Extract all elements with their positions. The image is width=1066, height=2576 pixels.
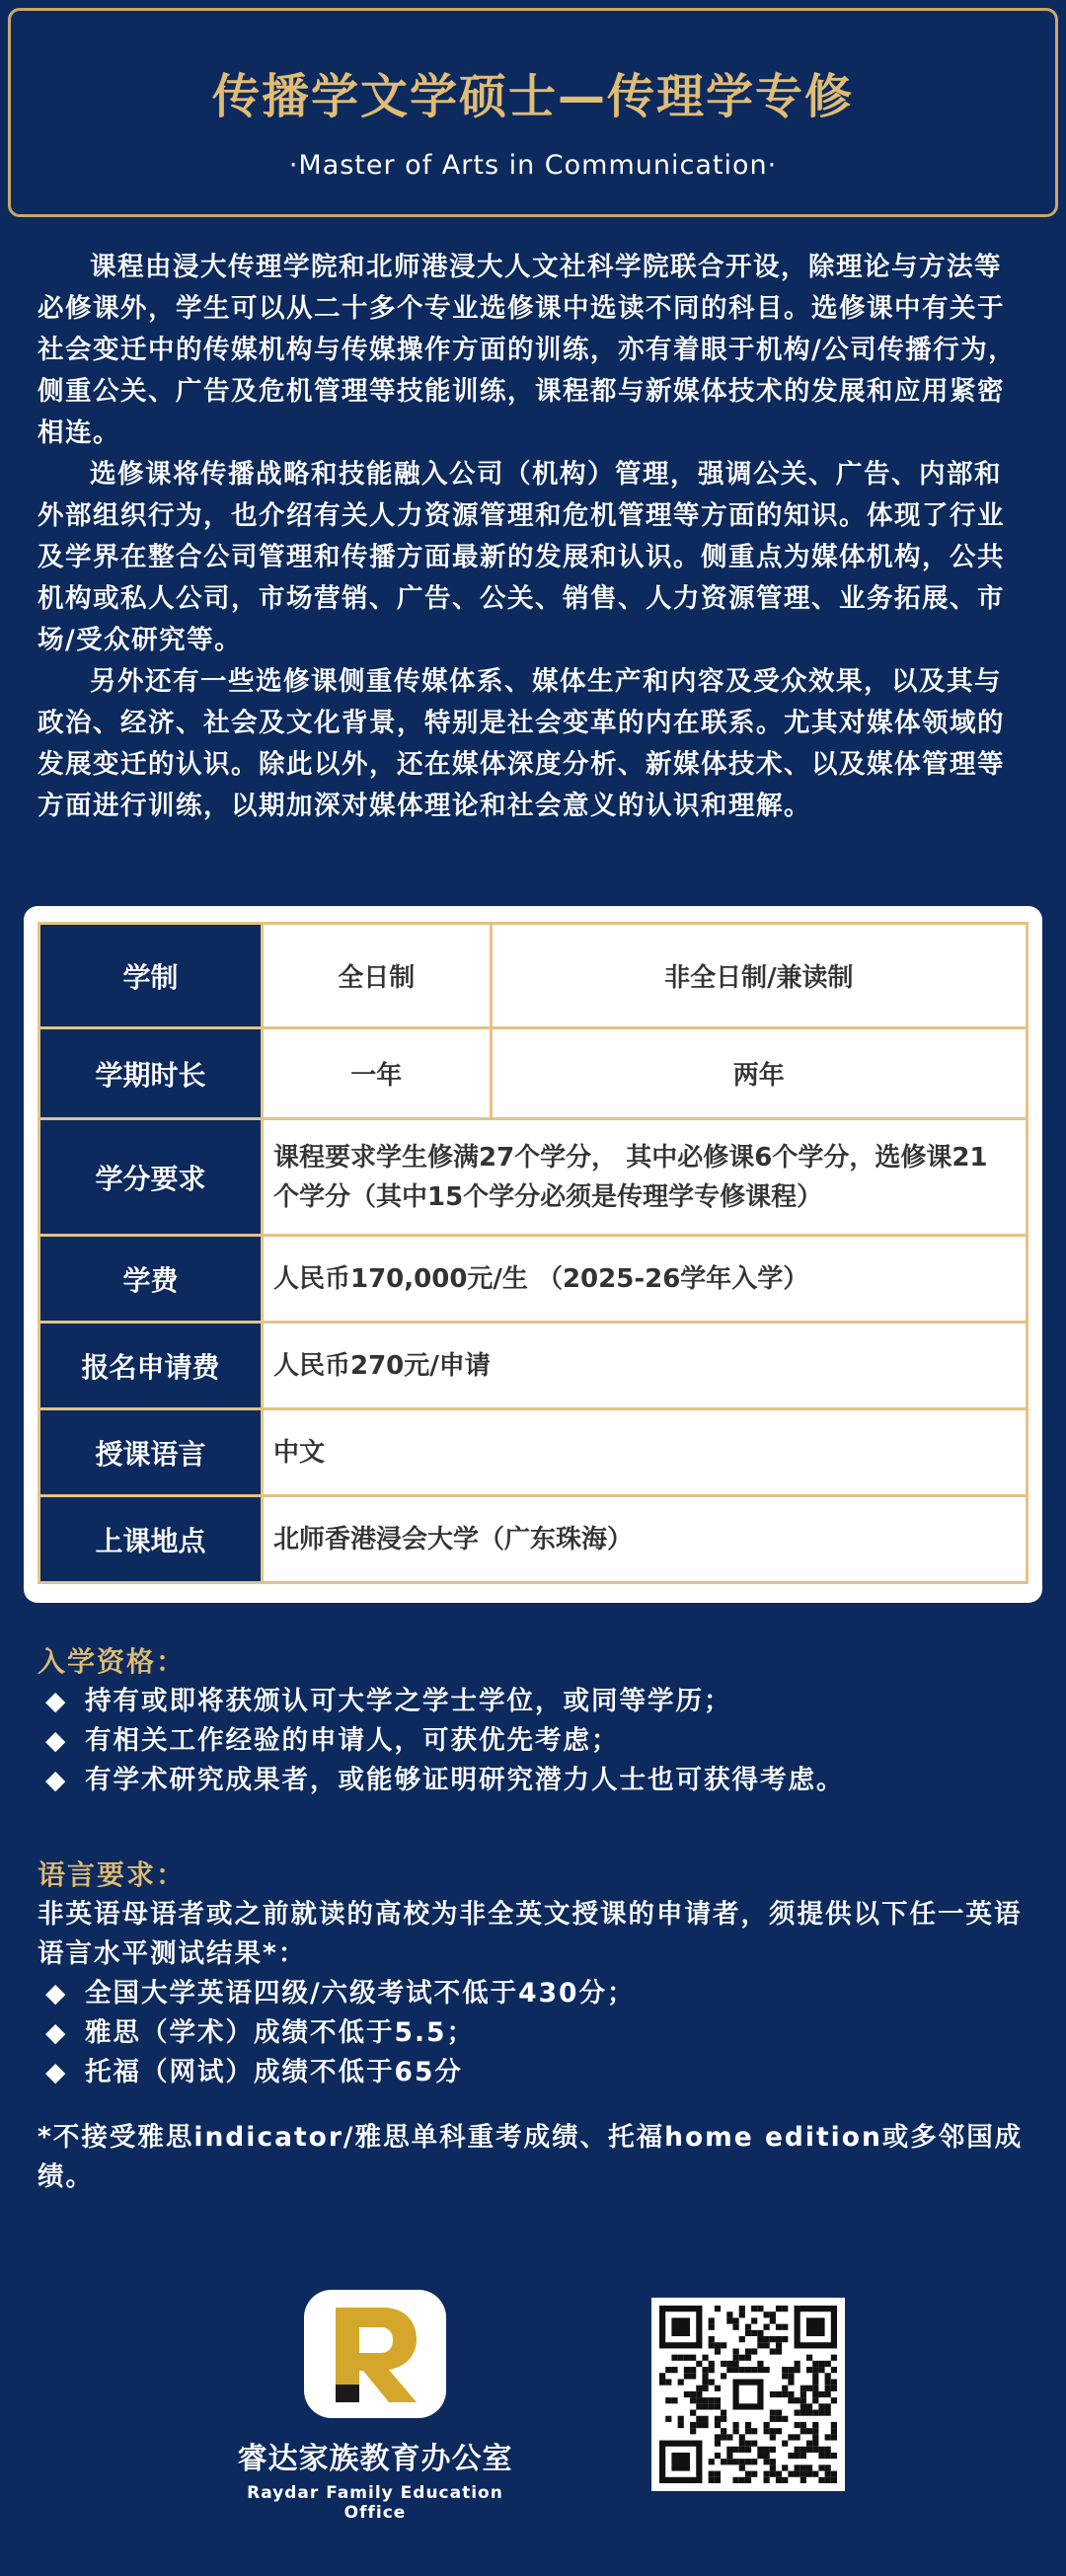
table-row: [39, 1323, 1028, 1409]
table-row: [39, 1409, 1028, 1496]
row-value: 课程要求学生修满27个学分， 其中必修课6个学分，选修课21个学分（其中15个学分必须是传理学专修课程）: [263, 1119, 1028, 1236]
intro-paragraph-1: 课程由浸大传理学院和北师港浸大人文社科学院联合开设，除理论与方法等必修课外，学生可以从二十多个专业选修课中选读不同的科目。选修课中有关于社会变迁中的传媒机构与传媒操作方面的训练，亦有着眼于机构/公司传播行为，侧重公关、广告及危机管理等技能训练，课程都与新媒体技术的发展和应用紧密相连。: [38, 252, 1017, 448]
list-item: ◆ 有相关工作经验的申请人，可获优先考虑；: [38, 1721, 1034, 1761]
list-item: ◆ 雅思（学术）成绩不低于5.5；: [38, 2013, 1034, 2053]
diamond-bullet-icon: ◆: [45, 1765, 68, 1795]
language-title: 语言要求：: [38, 1858, 187, 1891]
row-label: 报名申请费: [39, 1323, 263, 1409]
table-row: [39, 1236, 1028, 1323]
brand-logo: [217, 2290, 533, 2523]
row-label: 学分要求: [39, 1119, 263, 1236]
row-value: 人民币170,000元/生 （2025-26学年入学）: [263, 1236, 1028, 1323]
row-value: 非全日制/兼读制: [491, 924, 1027, 1028]
table-row: [39, 1028, 1028, 1119]
page-subtitle: ·Master of Arts in Communication·: [288, 150, 778, 181]
row-label: 授课语言: [39, 1409, 263, 1496]
language-note: *不接受雅思indicator/雅思单科重考成绩、托福home edition或多邻国成绩。: [38, 2122, 1024, 2192]
diamond-bullet-icon: ◆: [45, 2017, 68, 2048]
diamond-bullet-icon: ◆: [45, 1686, 68, 1716]
list-item: ◆ 持有或即将获颁认可大学之学士学位，或同等学历；: [38, 1682, 1034, 1721]
table-row: [39, 1496, 1028, 1583]
page-title: 传播学文学硕士—传理学专修: [211, 69, 854, 124]
row-value: 中文: [263, 1409, 1028, 1496]
diamond-bullet-icon: ◆: [45, 2057, 68, 2087]
row-value: 两年: [491, 1028, 1027, 1119]
row-value: 一年: [263, 1028, 492, 1119]
row-value: 人民币270元/申请: [263, 1323, 1028, 1409]
row-label: 学制: [39, 924, 263, 1028]
admission-section: [38, 1642, 1034, 1800]
intro-paragraph-2: 选修课将传播战略和技能融入公司（机构）管理，强调公关、广告、内部和外部组织行为，也介绍有关人力资源管理和危机管理等方面的知识。体现了行业及学界在整合公司管理和传播方面最新的发展和认识。侧重点为媒体机构，公共机构或私人公司，市场营销、广告、公关、销售、人力资源管理、业务拓展、市场/受众研究等。: [38, 459, 1005, 655]
row-value: 全日制: [263, 924, 492, 1028]
diamond-bullet-icon: ◆: [45, 1978, 68, 2008]
row-label: 学期时长: [39, 1028, 263, 1119]
table-row: [39, 924, 1028, 1028]
language-intro: 非英语母语者或之前就读的高校为非全英文授课的申请者，须提供以下任一英语语言水平测试结果*：: [38, 1899, 1023, 1969]
list-item: ◆ 托福（网试）成绩不低于65分: [38, 2053, 1034, 2092]
header-box: [8, 8, 1058, 217]
diamond-bullet-icon: ◆: [45, 1725, 68, 1756]
row-label: 学费: [39, 1236, 263, 1323]
admission-title: 入学资格：: [38, 1645, 187, 1678]
logo-english-name: Raydar Family Education Office: [247, 2483, 503, 2523]
language-section: [38, 1856, 1034, 2197]
r-logo-icon: [304, 2290, 446, 2418]
row-label: 上课地点: [39, 1496, 263, 1583]
intro-text: [38, 247, 1028, 827]
intro-paragraph-3: 另外还有一些选修课侧重传媒体系、媒体生产和内容及受众效果，以及其与政治、经济、社会及文化背景，特别是社会变革的内在联系。尤其对媒体领域的发展变迁的认识。除此以外，还在媒体深度分析、新媒体技术、以及媒体管理等方面进行训练，以期加深对媒体理论和社会意义的认识和理解。: [38, 666, 1005, 821]
program-info-table: [38, 922, 1028, 1584]
list-item: ◆ 全国大学英语四级/六级考试不低于430分；: [38, 1974, 1034, 2013]
logo-chinese-name: 睿达家族教育办公室: [237, 2442, 513, 2476]
list-item: ◆ 有学术研究成果者，或能够证明研究潜力人士也可获得考虑。: [38, 1761, 1034, 1800]
row-value: 北师香港浸会大学（广东珠海）: [263, 1496, 1028, 1583]
program-info-card: [24, 906, 1042, 1603]
table-row: [39, 1119, 1028, 1236]
qr-code-icon: [651, 2298, 845, 2491]
